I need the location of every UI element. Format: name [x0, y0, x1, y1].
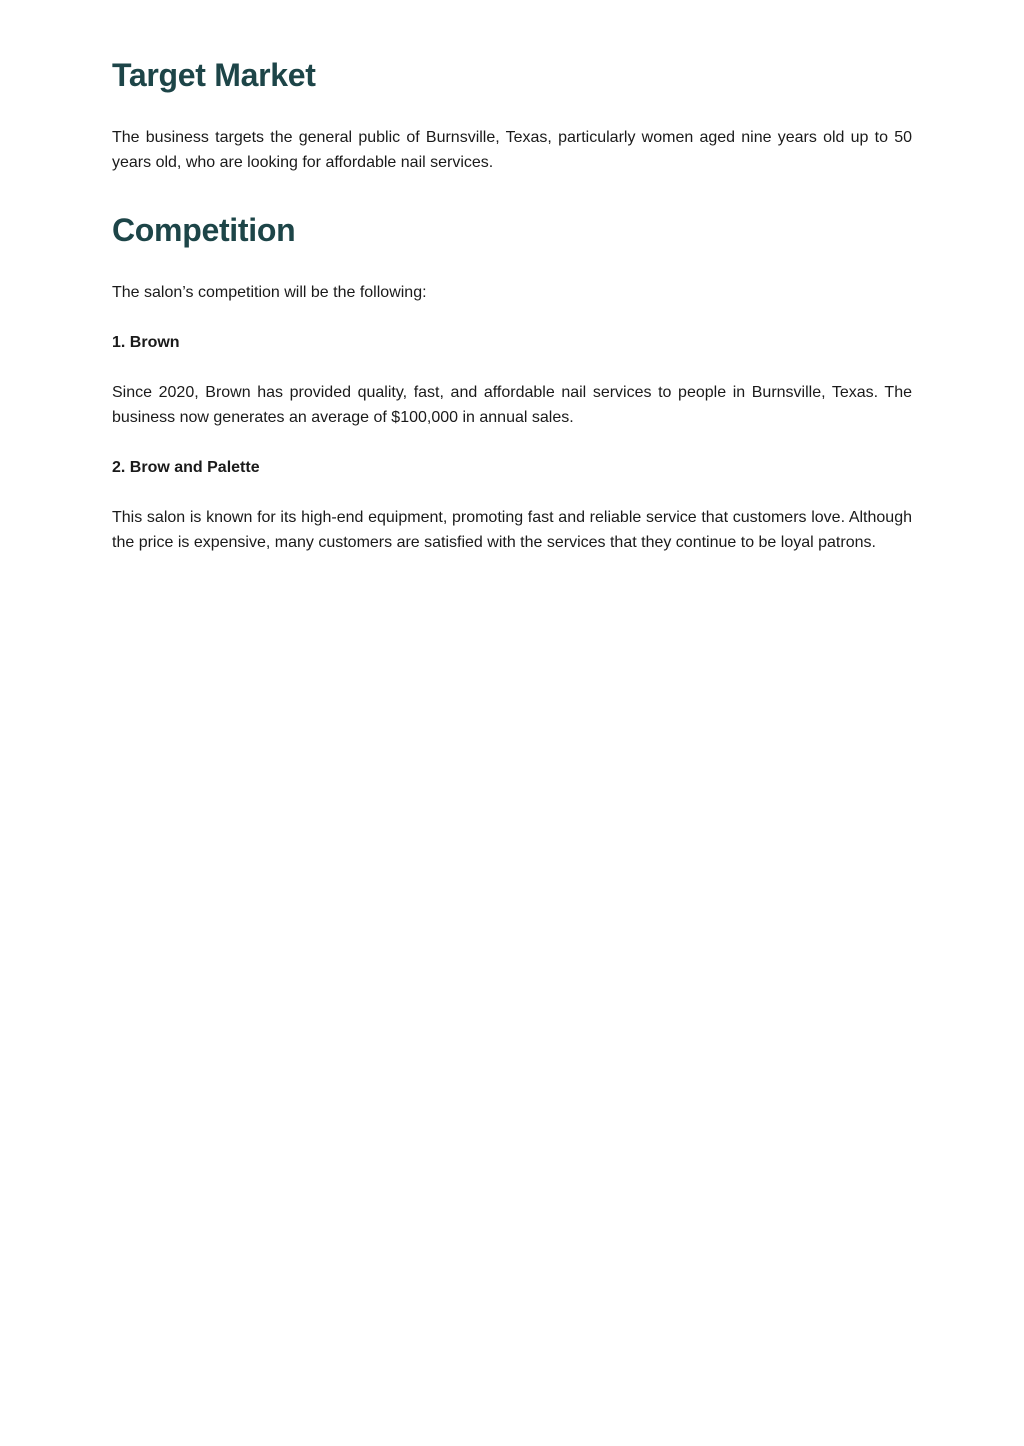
competitor-heading-brown: 1. Brown: [112, 334, 180, 351]
competitor-description-brown: Since 2020, Brown has provided quality, fast, and affordable nail services to people in Burnsville, Texas. The business now generates an average of $100,000 in annual sales.: [112, 384, 912, 426]
competitor-description-brow-and-palette: This salon is known for its high-end equipment, promoting fast and reliable service that customers love. Although the price is expensive, many customers are satisfied with the services that they continue to be loyal patrons.: [112, 509, 912, 551]
competitor-heading-brow-and-palette: 2. Brow and Palette: [112, 459, 260, 476]
target-market-heading: Target Market: [112, 57, 316, 93]
competition-heading: Competition: [112, 212, 296, 248]
competition-intro-paragraph: The salon’s competition will be the following:: [112, 284, 427, 301]
target-market-paragraph: The business targets the general public of Burnsville, Texas, particularly women aged nine years old up to 50 years old, who are looking for affordable nail services.: [112, 129, 912, 171]
